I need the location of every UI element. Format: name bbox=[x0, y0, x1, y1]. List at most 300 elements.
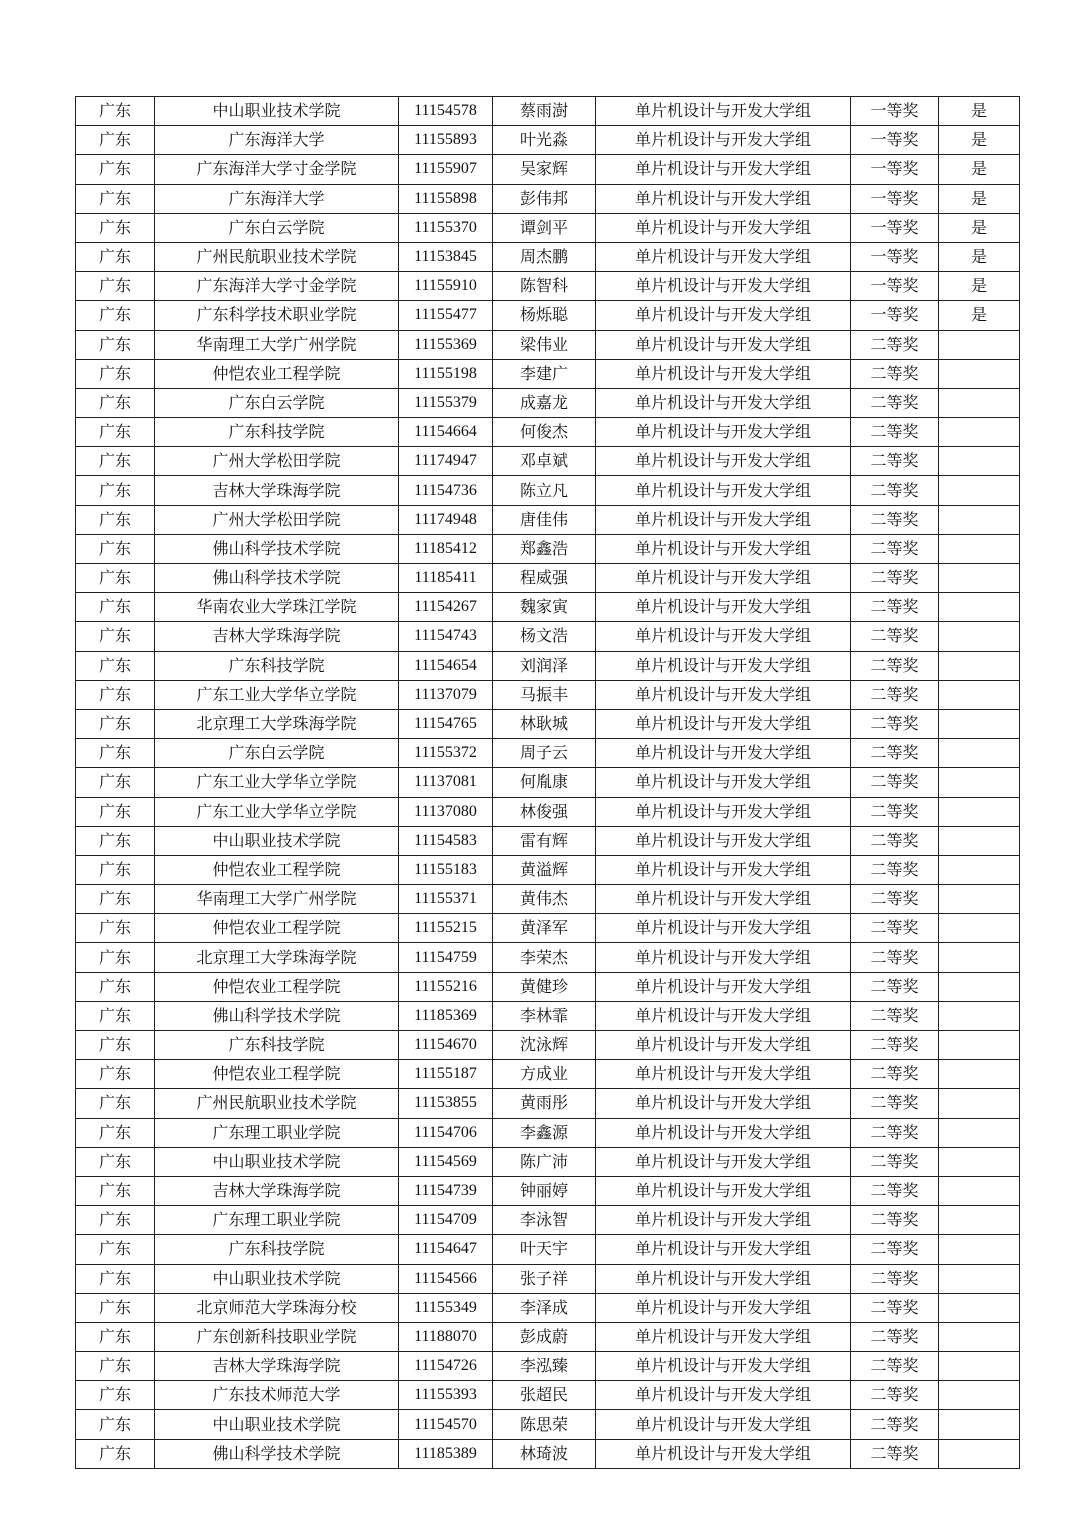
table-row bbox=[76, 1001, 1020, 1030]
award-cell: 一等奖 bbox=[851, 242, 939, 271]
category-cell: 单片机设计与开发大学组 bbox=[596, 447, 851, 476]
category-cell: 单片机设计与开发大学组 bbox=[596, 184, 851, 213]
school-cell: 广东海洋大学寸金学院 bbox=[155, 272, 399, 301]
name-cell: 李荣杰 bbox=[493, 943, 596, 972]
name-cell: 叶光淼 bbox=[493, 126, 596, 155]
award-cell: 二等奖 bbox=[851, 768, 939, 797]
category-cell: 单片机设计与开发大学组 bbox=[596, 1089, 851, 1118]
province-cell: 广东 bbox=[76, 1410, 155, 1439]
award-cell: 二等奖 bbox=[851, 651, 939, 680]
school-cell: 佛山科学技术学院 bbox=[155, 1001, 399, 1030]
table-row bbox=[76, 1147, 1020, 1176]
award-cell: 二等奖 bbox=[851, 914, 939, 943]
name-cell: 林琦波 bbox=[493, 1439, 596, 1468]
province-cell: 广东 bbox=[76, 301, 155, 330]
category-cell: 单片机设计与开发大学组 bbox=[596, 680, 851, 709]
table-row bbox=[76, 447, 1020, 476]
school-cell: 佛山科学技术学院 bbox=[155, 1439, 399, 1468]
province-cell: 广东 bbox=[76, 534, 155, 563]
table-row bbox=[76, 593, 1020, 622]
qualified-cell bbox=[939, 534, 1020, 563]
province-cell: 广东 bbox=[76, 1322, 155, 1351]
table-row bbox=[76, 1031, 1020, 1060]
award-cell: 二等奖 bbox=[851, 1322, 939, 1351]
award-cell: 二等奖 bbox=[851, 330, 939, 359]
award-cell: 二等奖 bbox=[851, 418, 939, 447]
qualified-cell bbox=[939, 1031, 1020, 1060]
qualified-cell bbox=[939, 1060, 1020, 1089]
award-cell: 一等奖 bbox=[851, 272, 939, 301]
table-row bbox=[76, 1322, 1020, 1351]
province-cell: 广东 bbox=[76, 680, 155, 709]
category-cell: 单片机设计与开发大学组 bbox=[596, 1293, 851, 1322]
entry-id-cell: 11154706 bbox=[399, 1118, 493, 1147]
category-cell: 单片机设计与开发大学组 bbox=[596, 593, 851, 622]
qualified-cell bbox=[939, 1381, 1020, 1410]
school-cell: 中山职业技术学院 bbox=[155, 1410, 399, 1439]
category-cell: 单片机设计与开发大学组 bbox=[596, 1118, 851, 1147]
qualified-cell bbox=[939, 1293, 1020, 1322]
award-cell: 二等奖 bbox=[851, 388, 939, 417]
category-cell: 单片机设计与开发大学组 bbox=[596, 564, 851, 593]
province-cell: 广东 bbox=[76, 826, 155, 855]
qualified-cell bbox=[939, 447, 1020, 476]
category-cell: 单片机设计与开发大学组 bbox=[596, 359, 851, 388]
province-cell: 广东 bbox=[76, 1001, 155, 1030]
qualified-cell bbox=[939, 1118, 1020, 1147]
qualified-cell bbox=[939, 1001, 1020, 1030]
province-cell: 广东 bbox=[76, 768, 155, 797]
entry-id-cell: 11154570 bbox=[399, 1410, 493, 1439]
qualified-cell bbox=[939, 972, 1020, 1001]
province-cell: 广东 bbox=[76, 739, 155, 768]
school-cell: 广东海洋大学 bbox=[155, 184, 399, 213]
entry-id-cell: 11155198 bbox=[399, 359, 493, 388]
award-cell: 二等奖 bbox=[851, 593, 939, 622]
name-cell: 郑鑫浩 bbox=[493, 534, 596, 563]
category-cell: 单片机设计与开发大学组 bbox=[596, 709, 851, 738]
qualified-cell bbox=[939, 739, 1020, 768]
table-row bbox=[76, 213, 1020, 242]
province-cell: 广东 bbox=[76, 1352, 155, 1381]
name-cell: 林耿城 bbox=[493, 709, 596, 738]
entry-id-cell: 11174947 bbox=[399, 447, 493, 476]
name-cell: 邓卓斌 bbox=[493, 447, 596, 476]
school-cell: 华南理工大学广州学院 bbox=[155, 330, 399, 359]
entry-id-cell: 11154647 bbox=[399, 1235, 493, 1264]
province-cell: 广东 bbox=[76, 943, 155, 972]
table-row bbox=[76, 1118, 1020, 1147]
school-cell: 广东白云学院 bbox=[155, 739, 399, 768]
award-cell: 二等奖 bbox=[851, 534, 939, 563]
award-cell: 一等奖 bbox=[851, 155, 939, 184]
entry-id-cell: 11155910 bbox=[399, 272, 493, 301]
table-row bbox=[76, 564, 1020, 593]
school-cell: 仲恺农业工程学院 bbox=[155, 914, 399, 943]
name-cell: 陈广沛 bbox=[493, 1147, 596, 1176]
qualified-cell: 是 bbox=[939, 301, 1020, 330]
entry-id-cell: 11155183 bbox=[399, 855, 493, 884]
school-cell: 广东海洋大学寸金学院 bbox=[155, 155, 399, 184]
name-cell: 陈立凡 bbox=[493, 476, 596, 505]
category-cell: 单片机设计与开发大学组 bbox=[596, 505, 851, 534]
name-cell: 蔡雨澍 bbox=[493, 97, 596, 126]
category-cell: 单片机设计与开发大学组 bbox=[596, 126, 851, 155]
entry-id-cell: 11155215 bbox=[399, 914, 493, 943]
table-row bbox=[76, 301, 1020, 330]
category-cell: 单片机设计与开发大学组 bbox=[596, 534, 851, 563]
entry-id-cell: 11155907 bbox=[399, 155, 493, 184]
province-cell: 广东 bbox=[76, 1060, 155, 1089]
category-cell: 单片机设计与开发大学组 bbox=[596, 885, 851, 914]
name-cell: 黄溢辉 bbox=[493, 855, 596, 884]
entry-id-cell: 11154566 bbox=[399, 1264, 493, 1293]
province-cell: 广东 bbox=[76, 242, 155, 271]
category-cell: 单片机设计与开发大学组 bbox=[596, 242, 851, 271]
table-row bbox=[76, 1235, 1020, 1264]
entry-id-cell: 11153855 bbox=[399, 1089, 493, 1118]
province-cell: 广东 bbox=[76, 1439, 155, 1468]
school-cell: 中山职业技术学院 bbox=[155, 97, 399, 126]
entry-id-cell: 11155187 bbox=[399, 1060, 493, 1089]
name-cell: 何俊杰 bbox=[493, 418, 596, 447]
table-row bbox=[76, 97, 1020, 126]
category-cell: 单片机设计与开发大学组 bbox=[596, 943, 851, 972]
award-cell: 二等奖 bbox=[851, 564, 939, 593]
table-row bbox=[76, 709, 1020, 738]
entry-id-cell: 11154739 bbox=[399, 1176, 493, 1205]
table-row bbox=[76, 272, 1020, 301]
category-cell: 单片机设计与开发大学组 bbox=[596, 768, 851, 797]
entry-id-cell: 11185412 bbox=[399, 534, 493, 563]
category-cell: 单片机设计与开发大学组 bbox=[596, 972, 851, 1001]
entry-id-cell: 11154726 bbox=[399, 1352, 493, 1381]
province-cell: 广东 bbox=[76, 1089, 155, 1118]
qualified-cell: 是 bbox=[939, 184, 1020, 213]
school-cell: 华南农业大学珠江学院 bbox=[155, 593, 399, 622]
name-cell: 周子云 bbox=[493, 739, 596, 768]
category-cell: 单片机设计与开发大学组 bbox=[596, 651, 851, 680]
name-cell: 彭伟邦 bbox=[493, 184, 596, 213]
name-cell: 杨烁聪 bbox=[493, 301, 596, 330]
category-cell: 单片机设计与开发大学组 bbox=[596, 1264, 851, 1293]
province-cell: 广东 bbox=[76, 651, 155, 680]
school-cell: 佛山科学技术学院 bbox=[155, 534, 399, 563]
entry-id-cell: 11155393 bbox=[399, 1381, 493, 1410]
table-row bbox=[76, 330, 1020, 359]
entry-id-cell: 11154569 bbox=[399, 1147, 493, 1176]
name-cell: 李泳智 bbox=[493, 1206, 596, 1235]
qualified-cell bbox=[939, 1264, 1020, 1293]
qualified-cell: 是 bbox=[939, 213, 1020, 242]
name-cell: 刘润泽 bbox=[493, 651, 596, 680]
name-cell: 彭成蔚 bbox=[493, 1322, 596, 1351]
qualified-cell bbox=[939, 709, 1020, 738]
category-cell: 单片机设计与开发大学组 bbox=[596, 476, 851, 505]
qualified-cell bbox=[939, 359, 1020, 388]
award-cell: 二等奖 bbox=[851, 622, 939, 651]
name-cell: 杨文浩 bbox=[493, 622, 596, 651]
name-cell: 张超民 bbox=[493, 1381, 596, 1410]
school-cell: 吉林大学珠海学院 bbox=[155, 476, 399, 505]
table-row bbox=[76, 242, 1020, 271]
name-cell: 吴家辉 bbox=[493, 155, 596, 184]
province-cell: 广东 bbox=[76, 388, 155, 417]
category-cell: 单片机设计与开发大学组 bbox=[596, 1352, 851, 1381]
school-cell: 广东科技学院 bbox=[155, 418, 399, 447]
name-cell: 程威强 bbox=[493, 564, 596, 593]
province-cell: 广东 bbox=[76, 126, 155, 155]
province-cell: 广东 bbox=[76, 155, 155, 184]
school-cell: 广州大学松田学院 bbox=[155, 505, 399, 534]
entry-id-cell: 11185369 bbox=[399, 1001, 493, 1030]
qualified-cell bbox=[939, 418, 1020, 447]
province-cell: 广东 bbox=[76, 1235, 155, 1264]
entry-id-cell: 11185411 bbox=[399, 564, 493, 593]
school-cell: 吉林大学珠海学院 bbox=[155, 622, 399, 651]
province-cell: 广东 bbox=[76, 972, 155, 1001]
table-row bbox=[76, 534, 1020, 563]
entry-id-cell: 11154583 bbox=[399, 826, 493, 855]
award-cell: 一等奖 bbox=[851, 301, 939, 330]
award-cell: 二等奖 bbox=[851, 1352, 939, 1381]
category-cell: 单片机设计与开发大学组 bbox=[596, 155, 851, 184]
qualified-cell bbox=[939, 388, 1020, 417]
qualified-cell: 是 bbox=[939, 155, 1020, 184]
qualified-cell bbox=[939, 651, 1020, 680]
entry-id-cell: 11155893 bbox=[399, 126, 493, 155]
qualified-cell bbox=[939, 914, 1020, 943]
school-cell: 中山职业技术学院 bbox=[155, 1147, 399, 1176]
qualified-cell bbox=[939, 885, 1020, 914]
award-table bbox=[75, 96, 1020, 1469]
award-cell: 二等奖 bbox=[851, 1031, 939, 1060]
qualified-cell bbox=[939, 1206, 1020, 1235]
province-cell: 广东 bbox=[76, 1147, 155, 1176]
category-cell: 单片机设计与开发大学组 bbox=[596, 1235, 851, 1264]
name-cell: 李泓臻 bbox=[493, 1352, 596, 1381]
award-cell: 二等奖 bbox=[851, 447, 939, 476]
qualified-cell bbox=[939, 1352, 1020, 1381]
category-cell: 单片机设计与开发大学组 bbox=[596, 1031, 851, 1060]
entry-id-cell: 11137080 bbox=[399, 797, 493, 826]
table-row bbox=[76, 1410, 1020, 1439]
qualified-cell bbox=[939, 1147, 1020, 1176]
province-cell: 广东 bbox=[76, 330, 155, 359]
name-cell: 黄雨彤 bbox=[493, 1089, 596, 1118]
table-row bbox=[76, 1293, 1020, 1322]
award-cell: 一等奖 bbox=[851, 126, 939, 155]
table-row bbox=[76, 943, 1020, 972]
qualified-cell bbox=[939, 564, 1020, 593]
table-row bbox=[76, 1089, 1020, 1118]
province-cell: 广东 bbox=[76, 709, 155, 738]
table-row bbox=[76, 155, 1020, 184]
award-cell: 一等奖 bbox=[851, 213, 939, 242]
school-cell: 广东工业大学华立学院 bbox=[155, 768, 399, 797]
entry-id-cell: 11154664 bbox=[399, 418, 493, 447]
name-cell: 黄健珍 bbox=[493, 972, 596, 1001]
category-cell: 单片机设计与开发大学组 bbox=[596, 739, 851, 768]
category-cell: 单片机设计与开发大学组 bbox=[596, 418, 851, 447]
award-cell: 一等奖 bbox=[851, 97, 939, 126]
category-cell: 单片机设计与开发大学组 bbox=[596, 272, 851, 301]
name-cell: 魏家寅 bbox=[493, 593, 596, 622]
name-cell: 唐佳伟 bbox=[493, 505, 596, 534]
school-cell: 广东工业大学华立学院 bbox=[155, 797, 399, 826]
province-cell: 广东 bbox=[76, 885, 155, 914]
table-row bbox=[76, 476, 1020, 505]
category-cell: 单片机设计与开发大学组 bbox=[596, 1176, 851, 1205]
table-row bbox=[76, 855, 1020, 884]
table-row bbox=[76, 359, 1020, 388]
school-cell: 华南理工大学广州学院 bbox=[155, 885, 399, 914]
award-cell: 二等奖 bbox=[851, 1264, 939, 1293]
name-cell: 林俊强 bbox=[493, 797, 596, 826]
category-cell: 单片机设计与开发大学组 bbox=[596, 301, 851, 330]
category-cell: 单片机设计与开发大学组 bbox=[596, 622, 851, 651]
province-cell: 广东 bbox=[76, 213, 155, 242]
school-cell: 吉林大学珠海学院 bbox=[155, 1352, 399, 1381]
award-cell: 二等奖 bbox=[851, 739, 939, 768]
award-cell: 二等奖 bbox=[851, 1089, 939, 1118]
award-cell: 二等奖 bbox=[851, 1381, 939, 1410]
category-cell: 单片机设计与开发大学组 bbox=[596, 330, 851, 359]
table-row bbox=[76, 505, 1020, 534]
award-cell: 二等奖 bbox=[851, 972, 939, 1001]
province-cell: 广东 bbox=[76, 359, 155, 388]
award-cell: 二等奖 bbox=[851, 1439, 939, 1468]
name-cell: 方成业 bbox=[493, 1060, 596, 1089]
qualified-cell bbox=[939, 505, 1020, 534]
school-cell: 广州大学松田学院 bbox=[155, 447, 399, 476]
school-cell: 广东理工职业学院 bbox=[155, 1118, 399, 1147]
qualified-cell bbox=[939, 1439, 1020, 1468]
table-row bbox=[76, 651, 1020, 680]
school-cell: 北京师范大学珠海分校 bbox=[155, 1293, 399, 1322]
award-list-sheet bbox=[75, 96, 1020, 1469]
qualified-cell bbox=[939, 330, 1020, 359]
category-cell: 单片机设计与开发大学组 bbox=[596, 1206, 851, 1235]
school-cell: 佛山科学技术学院 bbox=[155, 564, 399, 593]
school-cell: 广东创新科技职业学院 bbox=[155, 1322, 399, 1351]
category-cell: 单片机设计与开发大学组 bbox=[596, 1147, 851, 1176]
award-cell: 二等奖 bbox=[851, 1060, 939, 1089]
province-cell: 广东 bbox=[76, 855, 155, 884]
entry-id-cell: 11155477 bbox=[399, 301, 493, 330]
table-row bbox=[76, 126, 1020, 155]
name-cell: 李鑫源 bbox=[493, 1118, 596, 1147]
province-cell: 广东 bbox=[76, 1031, 155, 1060]
name-cell: 李林霏 bbox=[493, 1001, 596, 1030]
award-cell: 二等奖 bbox=[851, 1147, 939, 1176]
province-cell: 广东 bbox=[76, 1206, 155, 1235]
category-cell: 单片机设计与开发大学组 bbox=[596, 1060, 851, 1089]
table-row bbox=[76, 184, 1020, 213]
name-cell: 梁伟业 bbox=[493, 330, 596, 359]
table-row bbox=[76, 914, 1020, 943]
category-cell: 单片机设计与开发大学组 bbox=[596, 213, 851, 242]
entry-id-cell: 11154267 bbox=[399, 593, 493, 622]
school-cell: 中山职业技术学院 bbox=[155, 1264, 399, 1293]
province-cell: 广东 bbox=[76, 476, 155, 505]
qualified-cell bbox=[939, 943, 1020, 972]
category-cell: 单片机设计与开发大学组 bbox=[596, 1381, 851, 1410]
entry-id-cell: 11137079 bbox=[399, 680, 493, 709]
school-cell: 广东白云学院 bbox=[155, 213, 399, 242]
award-cell: 二等奖 bbox=[851, 1001, 939, 1030]
school-cell: 广东科学技术职业学院 bbox=[155, 301, 399, 330]
award-cell: 二等奖 bbox=[851, 476, 939, 505]
name-cell: 陈思荣 bbox=[493, 1410, 596, 1439]
award-cell: 二等奖 bbox=[851, 826, 939, 855]
name-cell: 陈智科 bbox=[493, 272, 596, 301]
award-cell: 二等奖 bbox=[851, 505, 939, 534]
school-cell: 广东理工职业学院 bbox=[155, 1206, 399, 1235]
province-cell: 广东 bbox=[76, 914, 155, 943]
school-cell: 广东技术师范大学 bbox=[155, 1381, 399, 1410]
province-cell: 广东 bbox=[76, 593, 155, 622]
qualified-cell bbox=[939, 476, 1020, 505]
table-row bbox=[76, 1264, 1020, 1293]
award-cell: 二等奖 bbox=[851, 1118, 939, 1147]
province-cell: 广东 bbox=[76, 1176, 155, 1205]
school-cell: 吉林大学珠海学院 bbox=[155, 1176, 399, 1205]
table-row bbox=[76, 418, 1020, 447]
table-row bbox=[76, 388, 1020, 417]
qualified-cell bbox=[939, 855, 1020, 884]
table-row bbox=[76, 1381, 1020, 1410]
table-row bbox=[76, 768, 1020, 797]
category-cell: 单片机设计与开发大学组 bbox=[596, 1410, 851, 1439]
entry-id-cell: 11155372 bbox=[399, 739, 493, 768]
province-cell: 广东 bbox=[76, 564, 155, 593]
entry-id-cell: 11154765 bbox=[399, 709, 493, 738]
table-row bbox=[76, 972, 1020, 1001]
entry-id-cell: 11155369 bbox=[399, 330, 493, 359]
award-cell: 二等奖 bbox=[851, 1293, 939, 1322]
qualified-cell: 是 bbox=[939, 97, 1020, 126]
table-row bbox=[76, 1352, 1020, 1381]
table-row bbox=[76, 797, 1020, 826]
qualified-cell: 是 bbox=[939, 126, 1020, 155]
province-cell: 广东 bbox=[76, 1293, 155, 1322]
school-cell: 广东科技学院 bbox=[155, 651, 399, 680]
category-cell: 单片机设计与开发大学组 bbox=[596, 826, 851, 855]
category-cell: 单片机设计与开发大学组 bbox=[596, 914, 851, 943]
qualified-cell: 是 bbox=[939, 272, 1020, 301]
school-cell: 北京理工大学珠海学院 bbox=[155, 709, 399, 738]
table-row bbox=[76, 1206, 1020, 1235]
name-cell: 李泽成 bbox=[493, 1293, 596, 1322]
qualified-cell bbox=[939, 1235, 1020, 1264]
award-cell: 二等奖 bbox=[851, 885, 939, 914]
award-cell: 二等奖 bbox=[851, 1176, 939, 1205]
award-cell: 二等奖 bbox=[851, 680, 939, 709]
entry-id-cell: 11155371 bbox=[399, 885, 493, 914]
award-cell: 二等奖 bbox=[851, 1410, 939, 1439]
school-cell: 中山职业技术学院 bbox=[155, 826, 399, 855]
school-cell: 广州民航职业技术学院 bbox=[155, 1089, 399, 1118]
entry-id-cell: 11137081 bbox=[399, 768, 493, 797]
entry-id-cell: 11153845 bbox=[399, 242, 493, 271]
school-cell: 广东科技学院 bbox=[155, 1031, 399, 1060]
table-row bbox=[76, 622, 1020, 651]
school-cell: 广东工业大学华立学院 bbox=[155, 680, 399, 709]
school-cell: 北京理工大学珠海学院 bbox=[155, 943, 399, 972]
entry-id-cell: 11154670 bbox=[399, 1031, 493, 1060]
name-cell: 钟丽婷 bbox=[493, 1176, 596, 1205]
